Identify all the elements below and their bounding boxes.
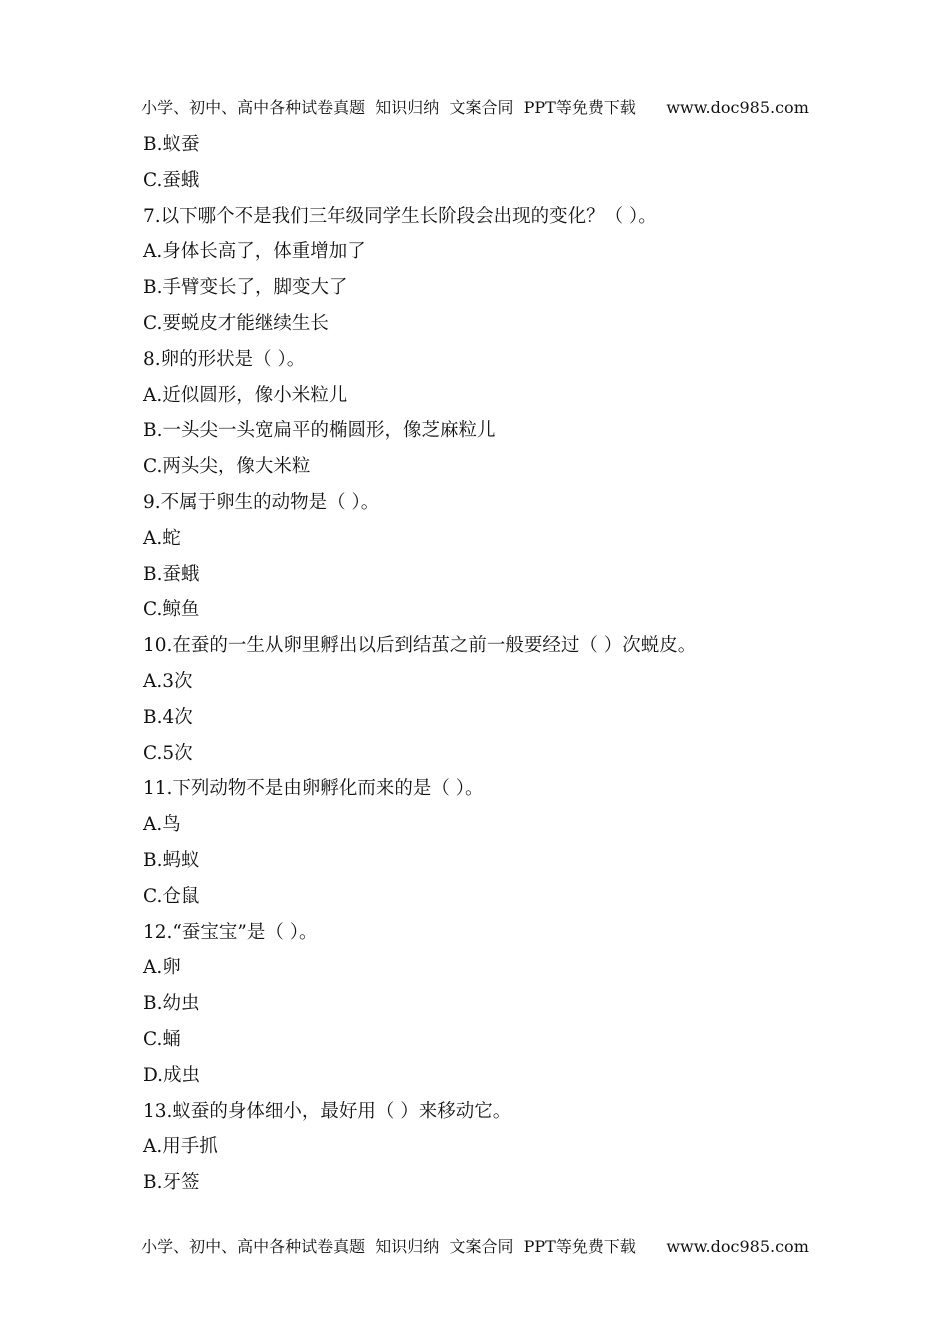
option-line: C.要蜕皮才能继续生长 <box>143 312 329 334</box>
question-8: 8.卵的形状是（ ）。 <box>143 348 306 370</box>
option-line: C.蛹 <box>143 1028 181 1050</box>
option-line: A.卵 <box>143 957 181 979</box>
question-9: 9.不属于卵生的动物是（ ）。 <box>143 491 380 513</box>
option-line: B.幼虫 <box>143 993 200 1015</box>
option-line: B.牙签 <box>143 1172 200 1194</box>
question-content <box>143 131 863 1205</box>
question-13: 13.蚁蚕的身体细小，最好用（ ）来移动它。 <box>143 1100 512 1122</box>
page-footer: 小学、初中、高中各种试卷真题 知识归纳 文案合同 PPT等免费下载 www.doc985.com <box>141 1237 809 1256</box>
option-line: B.手臂变长了，脚变大了 <box>143 277 348 299</box>
question-10: 10.在蚕的一生从卵里孵出以后到结茧之前一般要经过（ ）次蜕皮。 <box>143 635 697 657</box>
option-line: C.鲸鱼 <box>143 599 200 621</box>
question-12: 12.“蚕宝宝”是（ ）。 <box>143 921 318 943</box>
text-line: C.蚕蛾 <box>143 169 200 191</box>
option-line: C.仓鼠 <box>143 885 200 907</box>
text-line: B.蚁蚕 <box>143 134 200 155</box>
question-11: 11.下列动物不是由卵孵化而来的是（ ）。 <box>143 778 484 800</box>
option-line: C.两头尖，像大米粒 <box>143 456 311 478</box>
option-line: A.身体长高了，体重增加了 <box>143 241 366 263</box>
option-line: A.近似圆形，像小米粒儿 <box>143 384 348 406</box>
option-line: A.用手抓 <box>143 1136 218 1158</box>
option-line: D.成虫 <box>143 1064 201 1086</box>
question-7: 7.以下哪个不是我们三年级同学生长阶段会出现的变化？（ ）。 <box>143 205 657 227</box>
option-line: B.蚕蛾 <box>143 563 200 585</box>
option-line: A.3次 <box>143 670 193 692</box>
option-line: C.5次 <box>143 742 193 764</box>
option-line: B.蚂蚁 <box>143 849 200 871</box>
option-line: B.一头尖一头宽扁平的椭圆形，像芝麻粒儿 <box>143 420 496 442</box>
page-header: 小学、初中、高中各种试卷真题 知识归纳 文案合同 PPT等免费下载 www.doc985.com <box>141 98 809 117</box>
option-line: A.鸟 <box>143 814 181 836</box>
option-line: A.蛇 <box>143 527 181 549</box>
option-line: B.4次 <box>143 706 193 728</box>
